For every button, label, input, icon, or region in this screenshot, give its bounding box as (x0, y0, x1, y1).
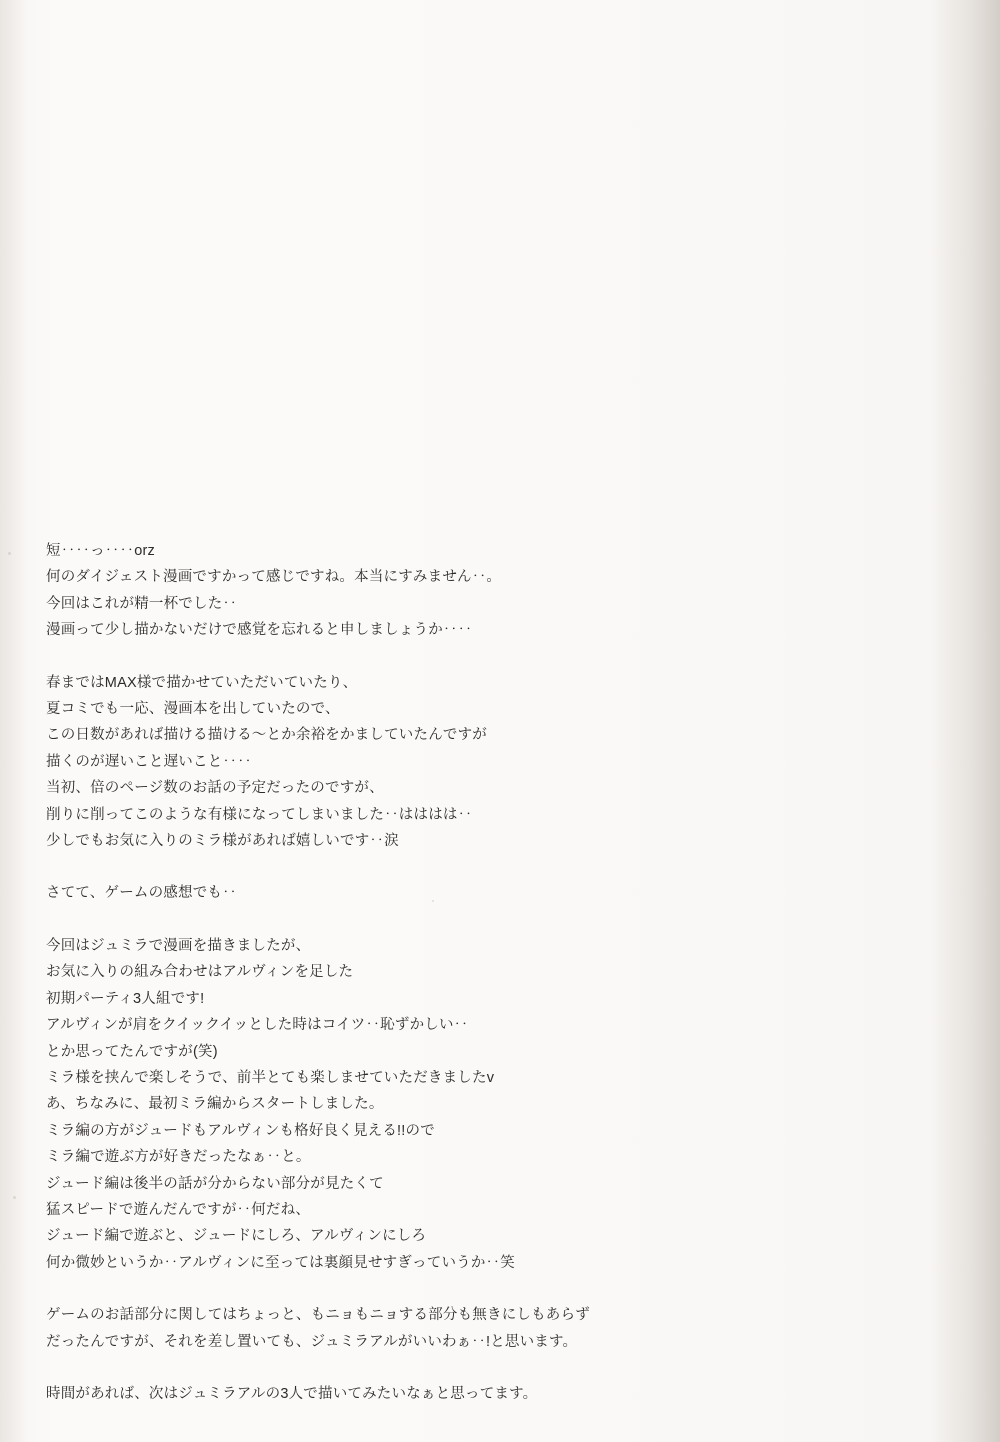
paragraph-5 (46, 1302, 786, 1355)
paper-speck (13, 1196, 16, 1199)
text-line: ミラ様を挟んで楽しそうで、前半とても楽しませていただきましたv (46, 1069, 495, 1086)
paragraph-4 (46, 933, 786, 1276)
text-line: ミラ編で遊ぶ方が好きだったなぁ‥と。 (46, 1149, 311, 1166)
text-line: 今回はジュミラで漫画を描きましたが、 (46, 937, 311, 954)
paragraph-6 (46, 1381, 786, 1407)
text-line: 削りに削ってこのような有様になってしまいました‥はははは‥ (46, 806, 473, 823)
text-line: 少しでもお気に入りのミラ様があれば嬉しいです‥涙 (46, 833, 399, 850)
text-line: あ、ちなみに、最初ミラ編からスタートしました。 (46, 1096, 384, 1113)
page-left-edge-shadow (0, 0, 30, 1442)
paper-speck (8, 552, 11, 555)
text-line: ゲームのお話部分に関してはちょっと、もニョもニョする部分も無きにしもあらず (46, 1307, 590, 1324)
text-line: 漫画って少し描かないだけで感覚を忘れると申しましょうか‥‥ (46, 622, 473, 639)
paragraph-2 (46, 670, 786, 855)
text-line: 初期パーティ3人組です! (46, 990, 205, 1007)
text-line: 当初、倍のページ数のお話の予定だったのですが、 (46, 780, 384, 797)
text-line: だったんですが、それを差し置いても、ジュミラアルがいいわぁ‥!と思います。 (46, 1333, 578, 1350)
text-line: ジュード編は後半の話が分からない部分が見たくて (46, 1175, 384, 1192)
paragraph-3 (46, 880, 786, 906)
text-line: ミラ編の方がジュードもアルヴィンも格好良く見える!!ので (46, 1122, 435, 1139)
text-line: さてて、ゲームの感想でも‥ (46, 885, 237, 902)
text-line: 何のダイジェスト漫画ですかって感じですね。本当にすみません‥。 (46, 569, 502, 586)
text-line: 春まではMAX様で描かせていただいていたり、 (46, 674, 358, 691)
text-line: 描くのが遅いこと遅いこと‥‥ (46, 753, 252, 770)
text-line: この日数があれば描ける描ける〜とか余裕をかましていたんですが (46, 727, 487, 744)
text-line: 今回はこれが精一杯でした‥ (46, 595, 238, 612)
text-line: ジュード編で遊ぶと、ジュードにしろ、アルヴィンにしろ (46, 1228, 427, 1245)
text-line: お気に入りの組み合わせはアルヴィンを足した (46, 964, 354, 981)
text-line: 短‥‥っ‥‥orz (46, 543, 155, 559)
afterword-text-block (46, 538, 786, 1407)
text-line: アルヴィンが肩をクイックイッとした時はコイツ‥恥ずかしい‥ (46, 1017, 469, 1034)
text-line: 何か微妙というか‥アルヴィンに至っては裏顔見せすぎっていうか‥笑 (46, 1254, 515, 1271)
page-right-gutter-shadow (930, 0, 1000, 1442)
text-line: 夏コミでも一応、漫画本を出していたので、 (46, 701, 340, 718)
text-line: 時間があれば、次はジュミラアルの3人で描いてみたいなぁと思ってます。 (46, 1385, 538, 1402)
paragraph-1 (46, 538, 786, 644)
text-line: 猛スピードで遊んだんですが‥何だね、 (46, 1201, 311, 1218)
text-line: とか思ってたんですが(笑) (46, 1043, 218, 1060)
